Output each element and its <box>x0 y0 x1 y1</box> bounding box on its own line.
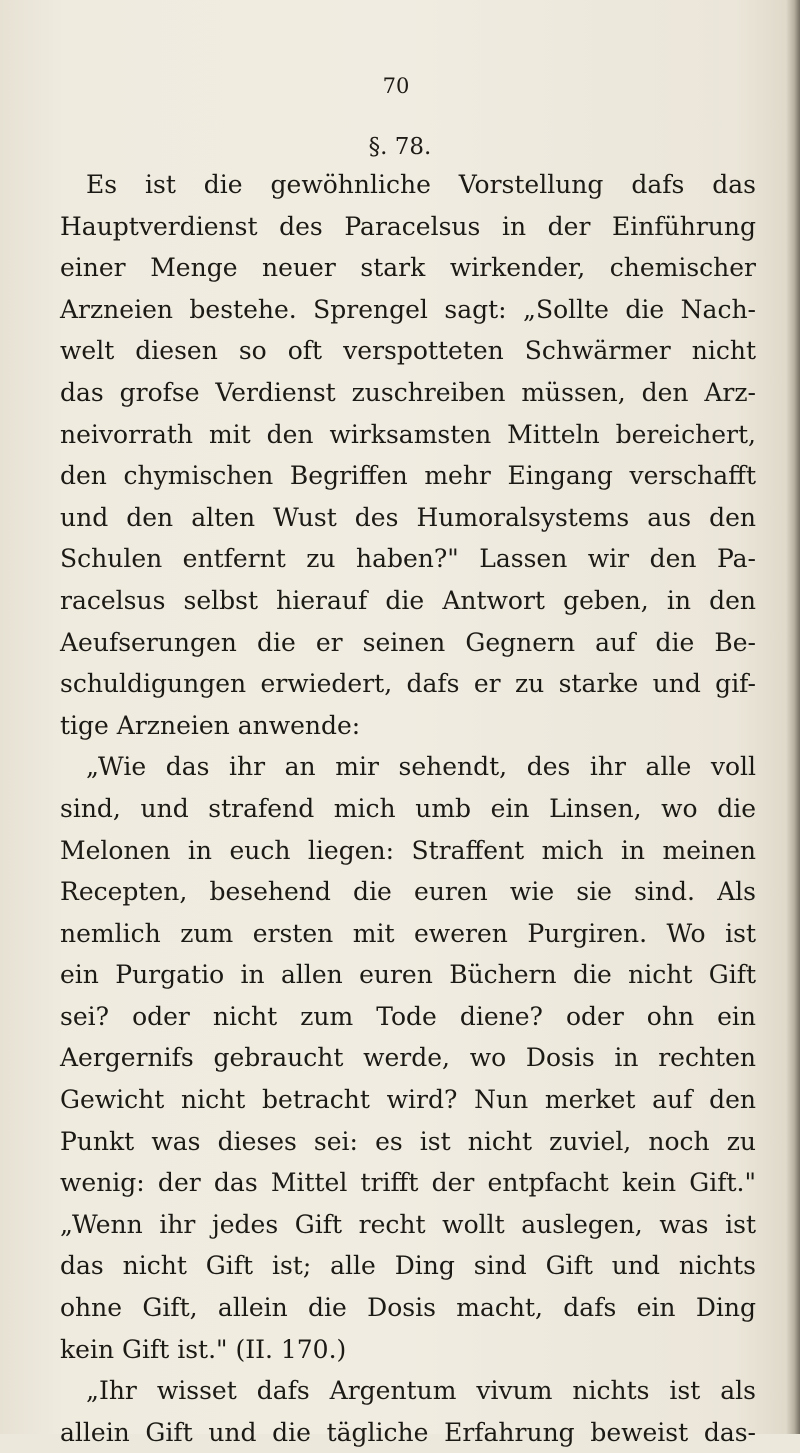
page-edge-shadow <box>786 0 800 1434</box>
text-line: und den alten Wust des Humoralsystems aus den <box>60 502 756 532</box>
text-line: Aergernifs gebraucht werde, wo Dosis in rechten <box>60 1043 756 1073</box>
text-line: „Wie das ihr an mir sehendt, des ihr alle voll <box>86 752 756 782</box>
text-line: kein Gift ist." (II. 170.) <box>60 1334 347 1364</box>
text-line: allein Gift und die tägliche Erfahrung beweist das- <box>60 1417 756 1447</box>
text-line: ein Purgatio in allen euren Büchern die nicht Gift <box>60 960 756 990</box>
page-number: 70 <box>382 74 410 98</box>
text-line: Aeufserungen die er seinen Gegnern auf die Be- <box>60 627 756 657</box>
text-line: wenig: der das Mittel trifft der entpfacht kein Gift." <box>60 1168 756 1198</box>
text-line: ohne Gift, allein die Dosis macht, dafs ein Ding <box>60 1293 756 1323</box>
section-heading: §. 78. <box>368 134 432 160</box>
text-line: racelsus selbst hierauf die Antwort geben, in den <box>60 585 756 615</box>
text-line: „Ihr wisset dafs Argentum vivum nichts ist als <box>86 1376 756 1406</box>
text-line: Es ist die gewöhnliche Vorstellung dafs das <box>86 170 756 199</box>
text-line: sind, und strafend mich umb ein Linsen, wo die <box>60 793 756 823</box>
text-line: das nicht Gift ist; alle Ding sind Gift und nichts <box>60 1251 756 1281</box>
text-line: Hauptverdienst des Paracelsus in der Einführung <box>60 211 756 241</box>
text-line: welt diesen so oft verspotteten Schwärmer nicht <box>60 336 756 366</box>
text-line: Punkt was dieses sei: es ist nicht zuviel, noch zu <box>60 1126 756 1156</box>
text-line: Schulen entfernt zu haben?" Lassen wir den Pa- <box>60 544 756 574</box>
text-line: „Wenn ihr jedes Gift recht wollt auslegen, was ist <box>60 1209 756 1239</box>
text-line: den chymischen Begriffen mehr Eingang verschafft <box>60 461 756 491</box>
text-line: neivorrath mit den wirksamsten Mitteln bereichert, <box>60 419 756 449</box>
text-line: nemlich zum ersten mit eweren Purgiren. Wo ist <box>60 918 756 948</box>
text-line: Arzneien bestehe. Sprengel sagt: „Sollte die Nach- <box>60 294 756 324</box>
text-line: Melonen in euch liegen: Straffent mich in meinen <box>60 835 756 865</box>
text-line: das grofse Verdienst zuschreiben müssen, den Arz- <box>60 377 756 407</box>
text-line: tige Arzneien anwende: <box>60 710 361 740</box>
body-text <box>60 164 756 1453</box>
text-line: Recepten, besehend die euren wie sie sind. Als <box>60 877 756 907</box>
text-line: sei? oder nicht zum Tode diene? oder ohn ein <box>60 1001 756 1031</box>
text-line: schuldigungen erwiedert, dafs er zu starke und gif- <box>60 669 756 699</box>
text-line: einer Menge neuer stark wirkender, chemischer <box>60 253 756 283</box>
text-line: Gewicht nicht betracht wird? Nun merket auf den <box>60 1085 756 1115</box>
